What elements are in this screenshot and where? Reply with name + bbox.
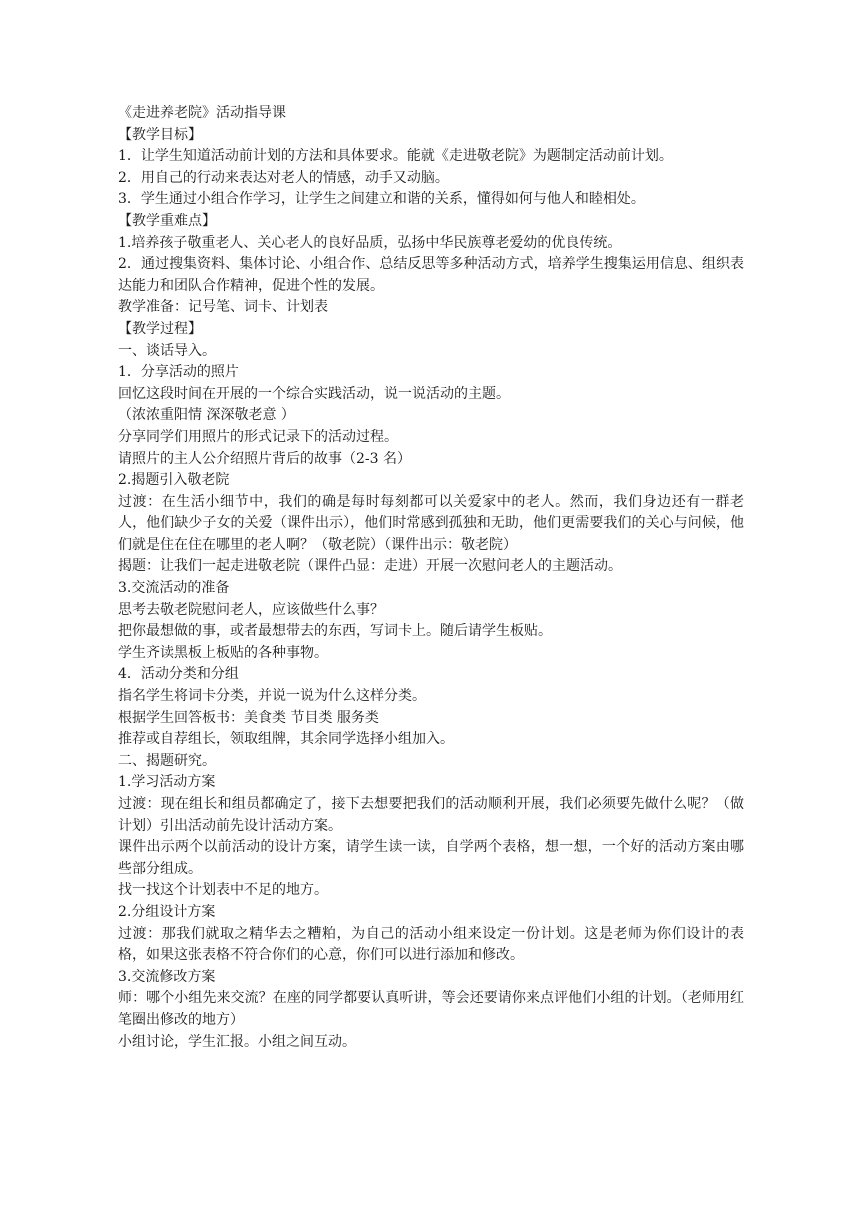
process-subheading: 3.交流活动的准备 — [118, 580, 230, 597]
paragraph: 分享同学们用照片的形式记录下的活动过程。 — [118, 428, 398, 445]
paragraph: 学生齐读黑板上板贴的各种事物。 — [118, 644, 328, 661]
paragraph: 小组讨论，学生汇报。小组之间互动。 — [118, 1033, 356, 1050]
process-subheading: 1．分享活动的照片 — [118, 364, 239, 381]
objective-item: 1．让学生知道活动前计划的方法和具体要求。能就《走进敬老院》为题制定活动前计划。 — [118, 148, 673, 165]
paragraph: （浓浓重阳情 深深敬老意 ） — [118, 407, 295, 424]
paragraph: 把你最想做的事，或者最想带去的东西，写词卡上。随后请学生板贴。 — [118, 623, 552, 640]
process-step-heading: 二、揭题研究。 — [118, 752, 216, 769]
paragraph: 过渡：现在组长和组员都确定了，接下去想要把我们的活动顺利开展，我们必须要先做什么呢？（做计划）引出活动前先设计活动方案。 — [118, 796, 744, 834]
paragraph: 过渡：那我们就取之精华去之糟粕，为自己的活动小组来设定一份计划。这是老师为你们设计的表格，如果这张表格不符合你们的心意，你们可以进行添加和修改。 — [118, 925, 744, 964]
paragraph: 回忆这段时间在开展的一个综合实践活动，说一说活动的主题。 — [118, 385, 510, 402]
process-subheading: 2.揭题引入敬老院 — [118, 472, 230, 489]
paragraph: 指名学生将词卡分类，并说一说为什么这样分类。 — [118, 688, 426, 705]
process-subheading: 3.交流修改方案 — [118, 968, 216, 985]
section-heading-key-points: 【教学重难点】 — [118, 212, 216, 229]
objective-item: 2．用自己的行动来表达对老人的情感，动手又动脑。 — [118, 169, 449, 186]
document-page — [118, 103, 744, 1053]
paragraph: 请照片的主人公介绍照片背后的故事（2-3 名） — [118, 450, 411, 467]
paragraph: 过渡：在生活小细节中，我们的确是每时每刻都可以关爱家中的老人。然而，我们身边还有一群老人，他们缺少子女的关爱（课件出示），他们时常感到孤独和无助，他们更需要我们的关心与问候，他们就是住在住在哪里的老人啊？（敬老院）（课件出示：敬老院） — [118, 493, 744, 553]
section-heading-objectives: 【教学目标】 — [118, 126, 202, 143]
paragraph: 课件出示两个以前活动的设计方案，请学生读一读，自学两个表格，想一想，一个好的活动方案由哪些部分组成。 — [118, 839, 744, 877]
process-subheading: 1.学习活动方案 — [118, 774, 216, 791]
objective-item: 3．学生通过小组合作学习，让学生之间建立和谐的关系，懂得如何与他人和睦相处。 — [118, 191, 645, 208]
paragraph: 找一找这个计划表中不足的地方。 — [118, 882, 328, 899]
process-subheading: 4．活动分类和分组 — [118, 666, 239, 683]
paragraph: 推荐或自荐组长，领取组牌，其余同学选择小组加入。 — [118, 731, 454, 748]
key-point-item: 2．通过搜集资料、集体讨论、小组合作、总结反思等多种活动方式，培养学生搜集运用信息、组织表达能力和团队合作精神，促进个性的发展。 — [118, 256, 744, 294]
process-subheading: 2.分组设计方案 — [118, 903, 216, 920]
paragraph: 根据学生回答板书：美食类 节目类 服务类 — [118, 709, 379, 726]
document-title: 《走进养老院》活动指导课 — [118, 105, 286, 121]
paragraph: 师：哪个小组先来交流？在座的同学都要认真听讲，等会还要请你来点评他们小组的计划。（老师用红笔圈出修改的地方） — [118, 990, 744, 1028]
paragraph: 思考去敬老院慰问老人，应该做些什么事？ — [118, 601, 384, 618]
section-heading-process: 【教学过程】 — [118, 320, 202, 337]
key-point-item: 1.培养孩子敬重老人、关心老人的良好品质，弘扬中华民族尊老爱幼的优良传统。 — [118, 234, 622, 251]
process-step-heading: 一、谈话导入。 — [118, 342, 216, 359]
paragraph: 揭题：让我们一起走进敬老院（课件凸显：走进）开展一次慰问老人的主题活动。 — [118, 558, 622, 575]
teaching-preparation: 教学准备：记号笔、词卡、计划表 — [118, 299, 328, 316]
